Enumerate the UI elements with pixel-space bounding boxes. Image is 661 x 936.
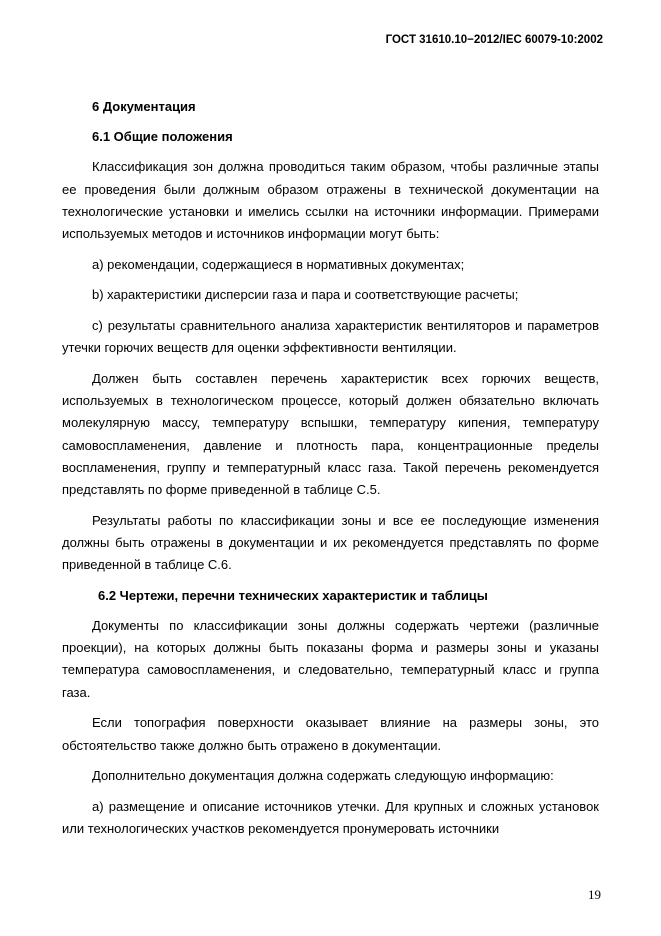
list-item-b-1: b) характеристики дисперсии газа и пара и соответствующие расчеты; [92, 287, 519, 303]
list-item-a-1: а) рекомендации, содержащиеся в нормативных документах; [92, 256, 465, 272]
page-number: 19 [588, 887, 601, 902]
list-item-c-1: с) результаты сравнительного анализа характеристик вентиляторов и параметров утечки горючих веществ для оценки эффективности вентиляции. [62, 318, 599, 356]
document-header: ГОСТ 31610.10−2012/IEC 60079-10:2002 [385, 34, 603, 46]
paragraph-1-3: Результаты работы по классификации зоны и все ее последующие изменения должны быть отражены в документации и их рекомендуется представлять по форме приведенной в таблице С.6. [62, 512, 599, 573]
subsection-title-drawings: 6.2 Чертежи, перечни технических характеристик и таблицы [98, 587, 488, 603]
subsection-title-general: 6.1 Общие положения [92, 129, 233, 145]
list-item-a-2: а) размещение и описание источников утечки. Для крупных и сложных установок или технологических участков рекомендуется пронумеровать источники [62, 798, 599, 837]
page-content [62, 96, 599, 840]
paragraph-1-1: Классификация зон должна проводиться таким образом, чтобы различные этапы ее проведения были должным образом отражены в технической документации на технологические установки и имелись ссылки на источники информации. Примерами используемых методов и источников информации могут быть: [62, 159, 599, 242]
paragraph-1-2: Должен быть составлен перечень характеристик всех горючих веществ, используемых в технологическом процессе, который должен обязательно включать молекулярную массу, температуру вспышки, температуру кипения, температуру самовоспламенения, давление и плотность пара, концентрационные пределы воспламенения, группу и температурный класс газа. Такой перечень рекомендуется представлять по форме приведенной в таблице С.5. [62, 371, 599, 498]
paragraph-2-2: Если топография поверхности оказывает влияние на размеры зоны, это обстоятельство также должно быть отражено в документации. [62, 715, 599, 753]
paragraph-2-1: Документы по классификации зоны должны содержать чертежи (различные проекции), на которых должны быть показаны форма и размеры зоны и указаны температура самовоспламенения, и следовательно, температурный класс и группа газа. [62, 618, 599, 700]
section-title: 6 Документация [92, 99, 196, 114]
paragraph-2-3: Дополнительно документация должна содержать следующую информацию: [92, 768, 554, 784]
